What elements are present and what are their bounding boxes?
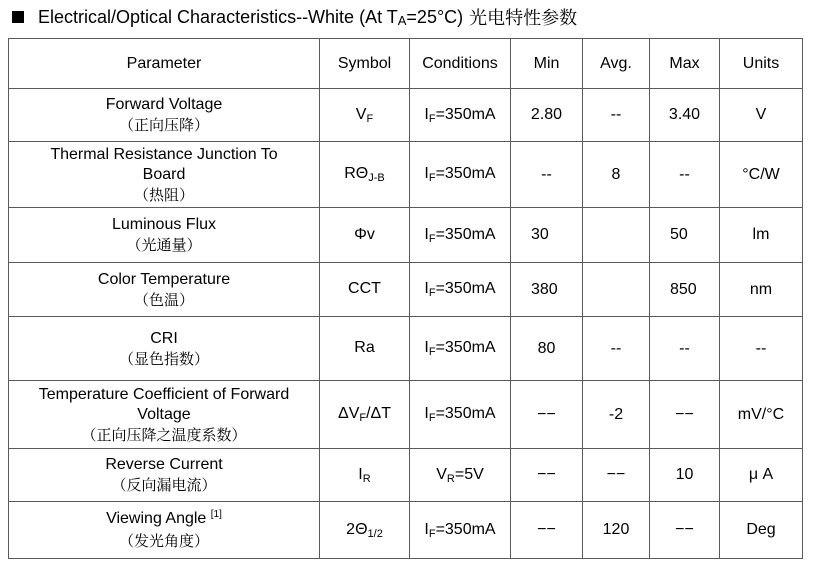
avg-cell bbox=[583, 263, 650, 317]
min-cell: 380 bbox=[511, 263, 583, 317]
max-cell: 50 bbox=[650, 208, 720, 263]
max-cell: 3.40 bbox=[650, 89, 720, 142]
conditions-cell: VR=5V bbox=[410, 449, 511, 502]
avg-cell: 8 bbox=[583, 142, 650, 208]
parameter-cell: Color Temperature （色温） bbox=[9, 263, 320, 317]
heading-title: Electrical/Optical Characteristics--White (At TA=25°C) bbox=[38, 6, 464, 28]
characteristics-table bbox=[8, 38, 803, 559]
column-header: Conditions bbox=[410, 39, 511, 89]
symbol-cell: CCT bbox=[320, 263, 410, 317]
parameter-cell: Reverse Current （反向漏电流） bbox=[9, 449, 320, 502]
table-row bbox=[9, 142, 803, 208]
units-cell: -- bbox=[720, 317, 803, 381]
table-row bbox=[9, 381, 803, 449]
symbol-cell: IR bbox=[320, 449, 410, 502]
table-row bbox=[9, 263, 803, 317]
symbol-cell: VF bbox=[320, 89, 410, 142]
max-cell: −− bbox=[650, 381, 720, 449]
symbol-cell: 2Θ1/2 bbox=[320, 502, 410, 559]
avg-cell bbox=[583, 208, 650, 263]
parameter-cell: Thermal Resistance Junction To Board （热阻） bbox=[9, 142, 320, 208]
conditions-cell: IF=350mA bbox=[410, 142, 511, 208]
min-cell: -- bbox=[511, 142, 583, 208]
max-cell: -- bbox=[650, 317, 720, 381]
conditions-cell: IF=350mA bbox=[410, 263, 511, 317]
max-cell: -- bbox=[650, 142, 720, 208]
table-row bbox=[9, 89, 803, 142]
conditions-cell: IF=350mA bbox=[410, 381, 511, 449]
column-header: Max bbox=[650, 39, 720, 89]
column-header: Avg. bbox=[583, 39, 650, 89]
min-cell: 80 bbox=[511, 317, 583, 381]
section-heading bbox=[12, 5, 577, 29]
max-cell: −− bbox=[650, 502, 720, 559]
avg-cell: -2 bbox=[583, 381, 650, 449]
min-cell: −− bbox=[511, 381, 583, 449]
table-row bbox=[9, 208, 803, 263]
heading-title-cn: 光电特性参数 bbox=[469, 8, 578, 29]
units-cell: V bbox=[720, 89, 803, 142]
symbol-cell: RΘJ-B bbox=[320, 142, 410, 208]
column-header: Units bbox=[720, 39, 803, 89]
column-header: Min bbox=[511, 39, 583, 89]
conditions-cell: IF=350mA bbox=[410, 89, 511, 142]
units-cell: Deg bbox=[720, 502, 803, 559]
avg-cell: -- bbox=[583, 89, 650, 142]
units-cell: lm bbox=[720, 208, 803, 263]
symbol-cell: ΔVF/ΔT bbox=[320, 381, 410, 449]
table-header-row bbox=[9, 39, 803, 89]
min-cell: −− bbox=[511, 502, 583, 559]
parameter-cell: Forward Voltage （正向压降） bbox=[9, 89, 320, 142]
symbol-cell: Ra bbox=[320, 317, 410, 381]
parameter-cell: CRI （显色指数） bbox=[9, 317, 320, 381]
min-cell: 30 bbox=[511, 208, 583, 263]
avg-cell: 120 bbox=[583, 502, 650, 559]
avg-cell: −− bbox=[583, 449, 650, 502]
table-row bbox=[9, 502, 803, 559]
min-cell: −− bbox=[511, 449, 583, 502]
units-cell: mV/°C bbox=[720, 381, 803, 449]
square-bullet-icon bbox=[12, 11, 24, 23]
column-header: Parameter bbox=[9, 39, 320, 89]
column-header: Symbol bbox=[320, 39, 410, 89]
units-cell: °C/W bbox=[720, 142, 803, 208]
max-cell: 10 bbox=[650, 449, 720, 502]
max-cell: 850 bbox=[650, 263, 720, 317]
conditions-cell: IF=350mA bbox=[410, 208, 511, 263]
table-row bbox=[9, 449, 803, 502]
avg-cell: -- bbox=[583, 317, 650, 381]
parameter-cell: Viewing Angle [1] （发光角度） bbox=[9, 502, 320, 559]
table-row bbox=[9, 317, 803, 381]
units-cell: nm bbox=[720, 263, 803, 317]
parameter-cell: Luminous Flux （光通量） bbox=[9, 208, 320, 263]
units-cell: μ A bbox=[720, 449, 803, 502]
conditions-cell: IF=350mA bbox=[410, 502, 511, 559]
parameter-cell: Temperature Coefficient of Forward Voltage （正向压降之温度系数） bbox=[9, 381, 320, 449]
min-cell: 2.80 bbox=[511, 89, 583, 142]
conditions-cell: IF=350mA bbox=[410, 317, 511, 381]
symbol-cell: Φv bbox=[320, 208, 410, 263]
